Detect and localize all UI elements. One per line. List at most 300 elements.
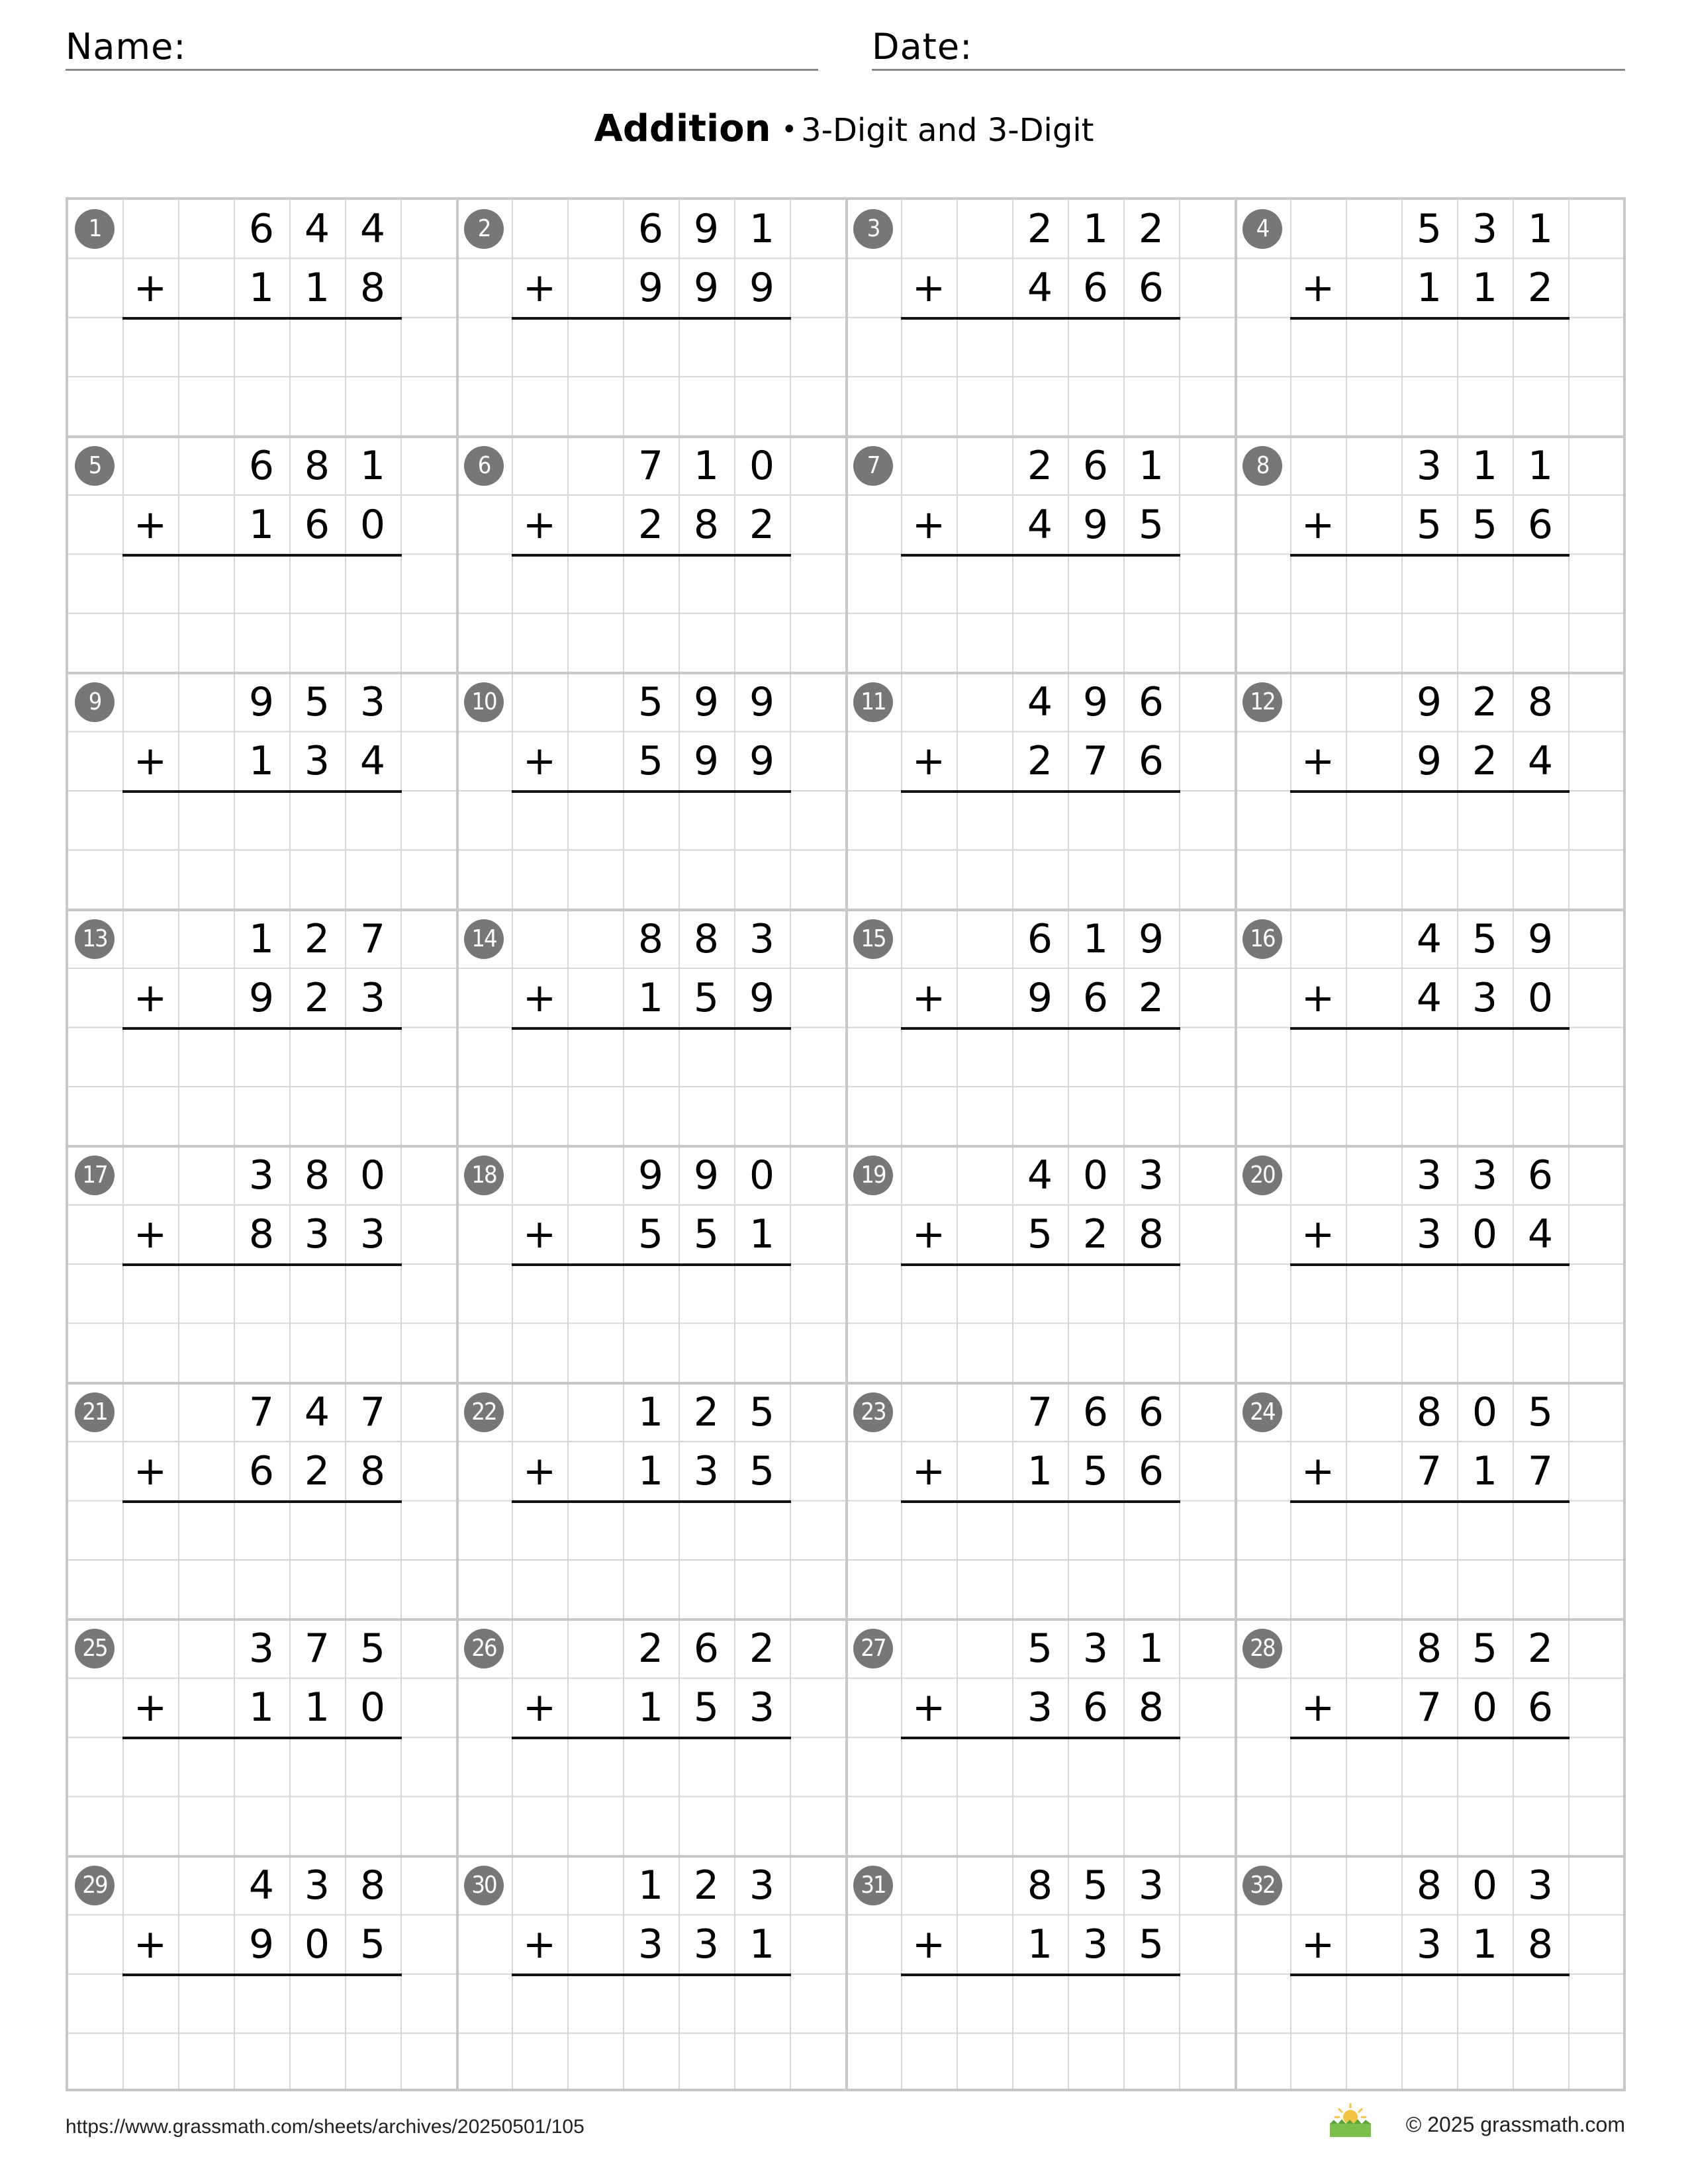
digit: 8 (304, 442, 330, 489)
problem-number-badge: 1 (75, 209, 115, 249)
digit: 8 (1027, 1862, 1053, 1909)
addend-top (122, 437, 400, 496)
plus-sign: + (522, 1684, 557, 1731)
digit: 1 (1138, 442, 1164, 489)
plus-sign: + (1301, 974, 1335, 1021)
digit: 1 (637, 1447, 664, 1494)
problem-number-badge: 29 (75, 1866, 115, 1905)
plus-sign: + (1301, 1921, 1335, 1968)
problem-number-badge: 17 (75, 1156, 115, 1195)
digit: 1 (1082, 915, 1109, 962)
date-field[interactable] (872, 25, 1625, 71)
problem-cell (847, 910, 1236, 1146)
answer-area[interactable] (1290, 1739, 1570, 1853)
problem-cell (457, 1146, 847, 1382)
digit: 7 (1027, 1388, 1053, 1435)
problem-cell (1236, 200, 1625, 435)
digit: 1 (1527, 442, 1554, 489)
problem-number-badge: 14 (464, 919, 504, 959)
addend-top (122, 1146, 400, 1205)
date-label: Date: (872, 26, 973, 68)
digit: 6 (1082, 442, 1109, 489)
answer-area[interactable] (122, 793, 402, 907)
problem-number-badge: 16 (1243, 919, 1282, 959)
digit: 9 (693, 206, 720, 252)
addend-bottom (901, 732, 1179, 791)
addend-bottom (122, 1915, 400, 1974)
digit: 1 (248, 915, 275, 962)
worksheet-title (0, 106, 1688, 154)
digit: 1 (248, 501, 275, 548)
answer-area[interactable] (901, 1266, 1180, 1380)
digit: 3 (1416, 1921, 1442, 1968)
digit: 8 (1138, 1211, 1164, 1257)
digit: 6 (1082, 265, 1109, 311)
addend-top (512, 1619, 790, 1678)
addend-top (512, 673, 790, 732)
answer-area[interactable] (901, 320, 1180, 433)
digit: 9 (248, 679, 275, 725)
digit: 3 (749, 1684, 775, 1731)
plus-sign: + (912, 501, 946, 548)
digit: 4 (1027, 265, 1053, 311)
digit: 3 (304, 738, 330, 784)
answer-area[interactable] (1290, 793, 1570, 907)
addend-top (512, 910, 790, 969)
problem-cell (1236, 1383, 1625, 1619)
problem-number-badge: 10 (464, 682, 504, 722)
addend-bottom (1290, 496, 1568, 555)
answer-area[interactable] (1290, 1503, 1570, 1617)
addend-top (901, 1619, 1179, 1678)
problem-cell (68, 1856, 457, 2092)
digit: 8 (637, 915, 664, 962)
problem-cell (457, 673, 847, 909)
digit: 0 (1472, 1684, 1498, 1731)
answer-area[interactable] (512, 1266, 791, 1380)
digit: 9 (749, 265, 775, 311)
addend-top (901, 1856, 1179, 1915)
addend-bottom (1290, 969, 1568, 1028)
digit: 6 (1138, 738, 1164, 784)
addend-bottom (1290, 732, 1568, 791)
plus-sign: + (912, 1921, 946, 1968)
plus-sign: + (1301, 738, 1335, 784)
addend-bottom (1290, 1678, 1568, 1737)
digit: 5 (1416, 206, 1442, 252)
digit: 1 (637, 1862, 664, 1909)
addend-bottom (901, 496, 1179, 555)
problem-number-badge: 21 (75, 1392, 115, 1432)
addend-top (1290, 1146, 1568, 1205)
name-label: Name: (66, 26, 187, 68)
digit: 4 (1027, 1152, 1053, 1199)
digit: 5 (693, 974, 720, 1021)
digit: 5 (637, 738, 664, 784)
problem-number-badge: 22 (464, 1392, 504, 1432)
digit: 3 (1138, 1862, 1164, 1909)
digit: 8 (248, 1211, 275, 1257)
addend-top (122, 910, 400, 969)
digit: 3 (693, 1447, 720, 1494)
answer-area[interactable] (512, 557, 791, 670)
plus-sign: + (522, 1211, 557, 1257)
digit: 1 (304, 1684, 330, 1731)
digit: 7 (304, 1625, 330, 1672)
answer-area[interactable] (122, 1503, 402, 1617)
digit: 1 (248, 265, 275, 311)
digit: 9 (1138, 915, 1164, 962)
problem-number-badge: 23 (853, 1392, 893, 1432)
digit: 6 (637, 206, 664, 252)
plus-sign: + (522, 974, 557, 1021)
digit: 6 (1082, 974, 1109, 1021)
answer-area[interactable] (1290, 1266, 1570, 1380)
digit: 9 (693, 738, 720, 784)
digit: 9 (1082, 501, 1109, 548)
digit: 9 (693, 265, 720, 311)
answer-area[interactable] (901, 1739, 1180, 1853)
digit: 4 (304, 1388, 330, 1435)
plus-sign: + (1301, 1684, 1335, 1731)
digit: 8 (1527, 679, 1554, 725)
digit: 6 (248, 206, 275, 252)
problem-cell (457, 1383, 847, 1619)
digit: 5 (359, 1625, 386, 1672)
plus-sign: + (912, 974, 946, 1021)
digit: 5 (1527, 1388, 1554, 1435)
problem-number-badge: 9 (75, 682, 115, 722)
digit: 3 (1416, 442, 1442, 489)
addend-top (122, 1383, 400, 1442)
digit: 5 (1138, 1921, 1164, 1968)
digit: 3 (1027, 1684, 1053, 1731)
problem-number-badge: 11 (853, 682, 893, 722)
answer-area[interactable] (122, 1976, 402, 2090)
digit: 1 (1472, 265, 1498, 311)
problem-number-badge: 18 (464, 1156, 504, 1195)
digit: 1 (1472, 442, 1498, 489)
plus-sign: + (912, 265, 946, 311)
plus-sign: + (133, 1211, 167, 1257)
digit: 1 (749, 1211, 775, 1257)
digit: 0 (359, 501, 386, 548)
digit: 1 (248, 1684, 275, 1731)
addend-top (512, 200, 790, 259)
addend-top (1290, 673, 1568, 732)
answer-area[interactable] (1290, 557, 1570, 670)
title-bullet: • (781, 114, 798, 145)
digit: 0 (304, 1921, 330, 1968)
addend-bottom (512, 732, 790, 791)
digit: 4 (1416, 974, 1442, 1021)
addend-bottom (512, 969, 790, 1028)
addend-bottom (512, 1915, 790, 1974)
digit: 6 (304, 501, 330, 548)
digit: 1 (637, 1684, 664, 1731)
digit: 3 (1416, 1211, 1442, 1257)
problem-cell (457, 200, 847, 435)
digit: 1 (1082, 206, 1109, 252)
digit: 0 (1527, 974, 1554, 1021)
digit: 3 (1138, 1152, 1164, 1199)
digit: 7 (1416, 1447, 1442, 1494)
digit: 5 (1472, 501, 1498, 548)
problem-cell (457, 910, 847, 1146)
digit: 5 (1082, 1447, 1109, 1494)
plus-sign: + (522, 1447, 557, 1494)
digit: 7 (359, 1388, 386, 1435)
digit: 5 (1027, 1211, 1053, 1257)
answer-area[interactable] (901, 1030, 1180, 1144)
addend-bottom (512, 1678, 790, 1737)
digit: 9 (637, 265, 664, 311)
addend-bottom (122, 1678, 400, 1737)
answer-area[interactable] (1290, 1976, 1570, 2090)
addend-top (1290, 910, 1568, 969)
digit: 3 (637, 1921, 664, 1968)
digit: 5 (749, 1447, 775, 1494)
digit: 1 (1416, 265, 1442, 311)
digit: 9 (1082, 679, 1109, 725)
problem-number-badge: 7 (853, 446, 893, 486)
problem-number-badge: 6 (464, 446, 504, 486)
addend-bottom (1290, 1205, 1568, 1264)
problem-number-badge: 19 (853, 1156, 893, 1195)
digit: 2 (1472, 738, 1498, 784)
addend-bottom (901, 259, 1179, 318)
grass-sun-logo-icon (1327, 2101, 1374, 2138)
problem-cell (847, 1146, 1236, 1382)
answer-area[interactable] (1290, 1030, 1570, 1144)
digit: 3 (749, 915, 775, 962)
digit: 7 (359, 915, 386, 962)
plus-sign: + (522, 738, 557, 784)
problem-number-badge: 13 (75, 919, 115, 959)
digit: 2 (1027, 206, 1053, 252)
answer-area[interactable] (512, 793, 791, 907)
digit: 1 (749, 1921, 775, 1968)
addend-bottom (122, 259, 400, 318)
digit: 1 (248, 738, 275, 784)
digit: 7 (637, 442, 664, 489)
answer-area[interactable] (122, 1030, 402, 1144)
digit: 0 (1472, 1211, 1498, 1257)
digit: 2 (1527, 1625, 1554, 1672)
problem-cell (68, 437, 457, 672)
digit: 8 (693, 915, 720, 962)
digit: 2 (1138, 206, 1164, 252)
digit: 2 (749, 501, 775, 548)
problem-cell (847, 1856, 1236, 2092)
addend-bottom (122, 496, 400, 555)
digit: 2 (304, 974, 330, 1021)
addend-bottom (122, 969, 400, 1028)
digit: 4 (1527, 738, 1554, 784)
digit: 4 (1416, 915, 1442, 962)
addend-top (512, 1146, 790, 1205)
addend-bottom (122, 1442, 400, 1501)
addend-bottom (901, 1205, 1179, 1264)
problem-cell (457, 437, 847, 672)
addend-top (901, 437, 1179, 496)
digit: 1 (1472, 1921, 1498, 1968)
digit: 1 (1027, 1447, 1053, 1494)
addend-top (512, 1856, 790, 1915)
digit: 1 (1138, 1625, 1164, 1672)
digit: 3 (1472, 206, 1498, 252)
plus-sign: + (133, 501, 167, 548)
problem-cell (847, 1619, 1236, 1855)
digit: 6 (1138, 1447, 1164, 1494)
addend-top (122, 200, 400, 259)
digit: 6 (248, 442, 275, 489)
digit: 9 (749, 738, 775, 784)
answer-area[interactable] (122, 1266, 402, 1380)
digit: 9 (693, 1152, 720, 1199)
digit: 3 (693, 1921, 720, 1968)
answer-area[interactable] (901, 793, 1180, 907)
digit: 3 (359, 679, 386, 725)
digit: 0 (1472, 1388, 1498, 1435)
digit: 5 (304, 679, 330, 725)
addend-top (901, 1146, 1179, 1205)
addend-top (1290, 437, 1568, 496)
digit: 1 (1527, 206, 1554, 252)
addend-top (1290, 1619, 1568, 1678)
digit: 3 (1472, 974, 1498, 1021)
digit: 8 (359, 1862, 386, 1909)
answer-area[interactable] (901, 1503, 1180, 1617)
addend-bottom (1290, 1915, 1568, 1974)
digit: 9 (1027, 974, 1053, 1021)
digit: 2 (1472, 679, 1498, 725)
addend-top (1290, 1856, 1568, 1915)
digit: 6 (1527, 1684, 1554, 1731)
digit: 7 (1416, 1684, 1442, 1731)
digit: 3 (1416, 1152, 1442, 1199)
digit: 2 (693, 1388, 720, 1435)
digit: 8 (1527, 1921, 1554, 1968)
digit: 9 (693, 679, 720, 725)
name-field[interactable] (66, 25, 818, 71)
digit: 9 (749, 679, 775, 725)
digit: 1 (304, 265, 330, 311)
digit: 5 (1138, 501, 1164, 548)
digit: 4 (359, 738, 386, 784)
problem-number-badge: 27 (853, 1629, 893, 1668)
problem-number-badge: 8 (1243, 446, 1282, 486)
digit: 8 (1416, 1625, 1442, 1672)
digit: 5 (693, 1684, 720, 1731)
problem-cell (1236, 1146, 1625, 1382)
digit: 4 (304, 206, 330, 252)
digit: 6 (1527, 501, 1554, 548)
addend-bottom (122, 732, 400, 791)
problem-number-badge: 32 (1243, 1866, 1282, 1905)
digit: 3 (1082, 1921, 1109, 1968)
digit: 4 (248, 1862, 275, 1909)
addend-top (1290, 200, 1568, 259)
problem-cell (68, 1619, 457, 1855)
problem-number-badge: 5 (75, 446, 115, 486)
digit: 9 (1416, 679, 1442, 725)
digit: 7 (248, 1388, 275, 1435)
problem-number-badge: 2 (464, 209, 504, 249)
digit: 5 (749, 1388, 775, 1435)
problem-number-badge: 3 (853, 209, 893, 249)
plus-sign: + (133, 738, 167, 784)
answer-area[interactable] (122, 1739, 402, 1853)
digit: 5 (1027, 1625, 1053, 1672)
digit: 1 (1027, 1921, 1053, 1968)
answer-area[interactable] (1290, 320, 1570, 433)
digit: 2 (1027, 442, 1053, 489)
digit: 0 (749, 1152, 775, 1199)
addend-top (1290, 1383, 1568, 1442)
answer-area[interactable] (901, 1976, 1180, 2090)
answer-area[interactable] (512, 1030, 791, 1144)
problem-cell (1236, 1619, 1625, 1855)
digit: 9 (248, 974, 275, 1021)
answer-area[interactable] (122, 320, 402, 433)
problem-cell (847, 673, 1236, 909)
addend-top (122, 1856, 400, 1915)
digit: 0 (1472, 1862, 1498, 1909)
answer-area[interactable] (512, 1739, 791, 1853)
addend-top (901, 1383, 1179, 1442)
footer-url: https://www.grassmath.com/sheets/archives/20250501/105 (66, 2116, 585, 2138)
digit: 9 (1416, 738, 1442, 784)
digit: 5 (1416, 501, 1442, 548)
addend-top (901, 910, 1179, 969)
digit: 9 (749, 974, 775, 1021)
problem-number-badge: 24 (1243, 1392, 1282, 1432)
answer-area[interactable] (512, 1976, 791, 2090)
digit: 3 (1527, 1862, 1554, 1909)
problem-cell (1236, 437, 1625, 672)
digit: 8 (304, 1152, 330, 1199)
digit: 3 (304, 1211, 330, 1257)
digit: 8 (1138, 1684, 1164, 1731)
problem-number-badge: 4 (1243, 209, 1282, 249)
plus-sign: + (1301, 265, 1335, 311)
problem-cell (847, 200, 1236, 435)
digit: 2 (1082, 1211, 1109, 1257)
digit: 2 (304, 915, 330, 962)
addend-bottom (901, 1442, 1179, 1501)
digit: 6 (1138, 265, 1164, 311)
plus-sign: + (133, 1447, 167, 1494)
digit: 9 (1527, 915, 1554, 962)
addend-top (512, 1383, 790, 1442)
addend-bottom (1290, 259, 1568, 318)
problem-number-badge: 20 (1243, 1156, 1282, 1195)
problem-grid (66, 197, 1626, 2091)
digit: 6 (1082, 1684, 1109, 1731)
problem-cell (68, 673, 457, 909)
plus-sign: + (133, 1684, 167, 1731)
digit: 0 (359, 1152, 386, 1199)
digit: 8 (359, 265, 386, 311)
answer-area[interactable] (901, 557, 1180, 670)
answer-area[interactable] (512, 320, 791, 433)
addend-bottom (122, 1205, 400, 1264)
answer-area[interactable] (512, 1503, 791, 1617)
answer-area[interactable] (122, 557, 402, 670)
digit: 1 (637, 1388, 664, 1435)
digit: 2 (637, 1625, 664, 1672)
